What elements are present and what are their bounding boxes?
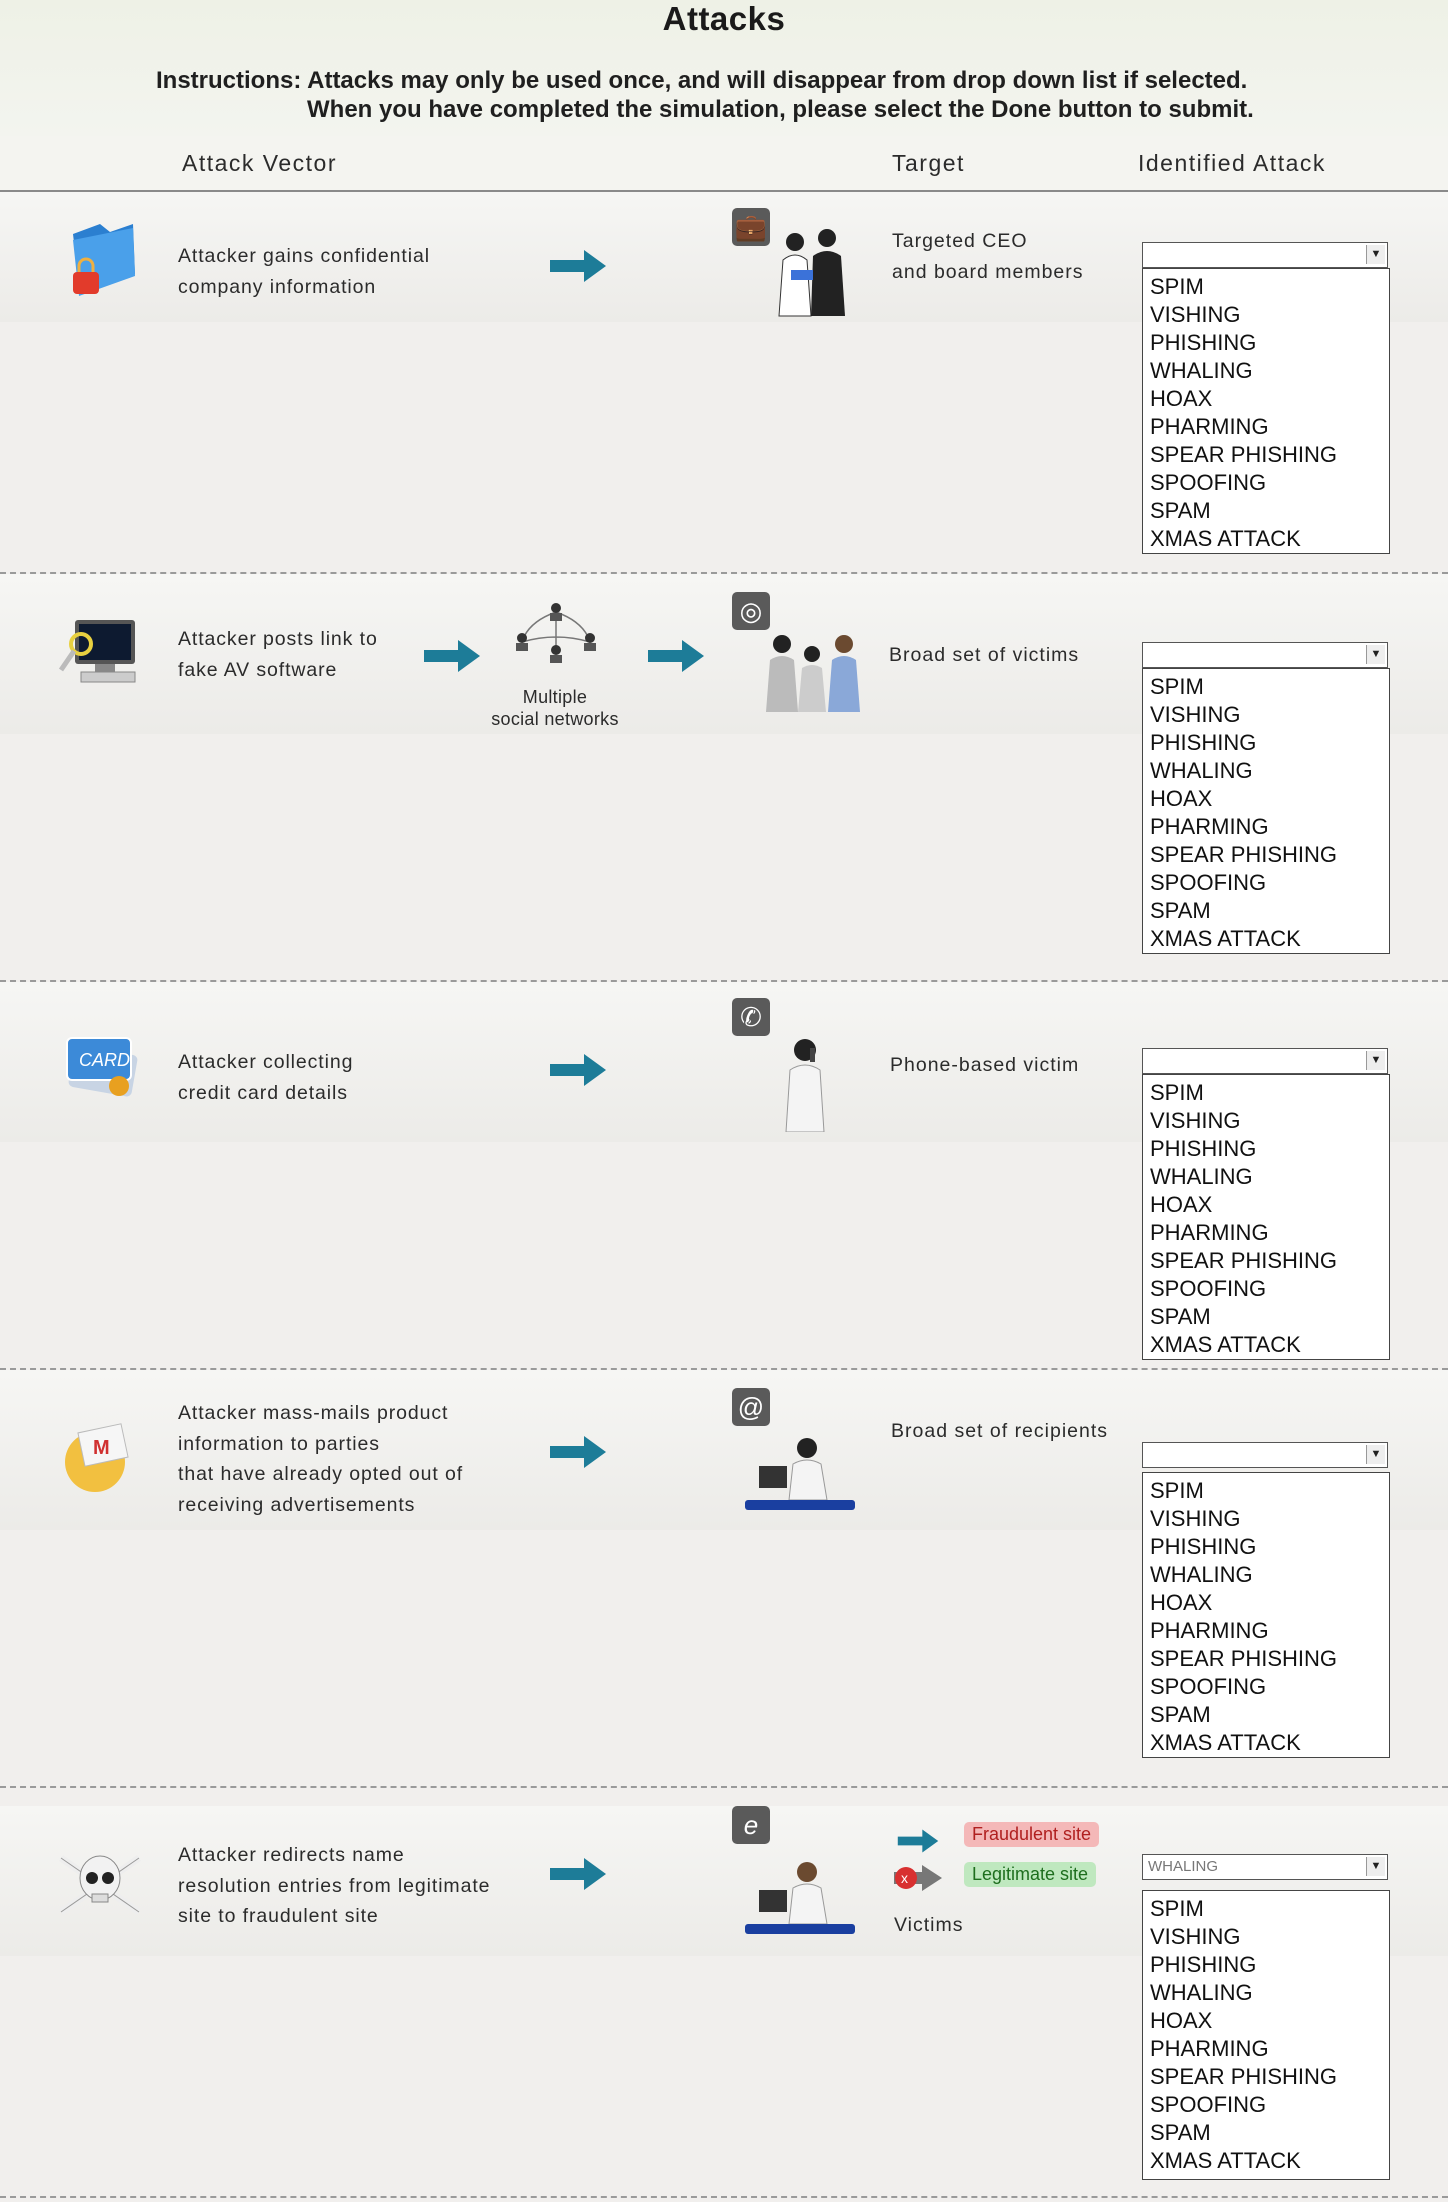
column-header-identified: Identified Attack — [1138, 150, 1326, 176]
attack-row-4 — [0, 1370, 1448, 1788]
attack-option[interactable]: SPOOFING — [1150, 1276, 1267, 1301]
attack-option[interactable]: XMAS ATTACK — [1150, 526, 1301, 551]
at-sign-icon: @ — [732, 1388, 770, 1426]
attack-option[interactable]: SPAM — [1150, 1702, 1211, 1727]
target-line: Phone-based victim — [890, 1054, 1080, 1076]
globe-icon: ◎ — [732, 592, 770, 630]
attack-option[interactable]: SPOOFING — [1150, 870, 1267, 895]
vector-line: Attacker gains confidential — [178, 245, 430, 267]
page-title: Attacks — [662, 0, 786, 37]
chevron-down-icon[interactable]: ▼ — [1366, 245, 1385, 264]
attack-options-1[interactable] — [1142, 268, 1390, 554]
arrow-icon — [646, 638, 706, 674]
chevron-down-icon[interactable]: ▼ — [1366, 1857, 1385, 1876]
target-line: Broad set of victims — [889, 644, 1080, 666]
attack-options-3[interactable] — [1142, 1074, 1390, 1360]
victims-label — [894, 1910, 963, 1941]
vector-text — [178, 1398, 463, 1520]
column-header-vector: Attack Vector — [182, 150, 338, 176]
attack-option[interactable]: SPIM — [1150, 1080, 1204, 1105]
vector-line: resolution entries from legitimate — [178, 1874, 491, 1897]
arrow-icon — [892, 1828, 944, 1854]
arrow-icon — [548, 1052, 608, 1088]
vector-line: Attacker posts link to — [178, 628, 378, 650]
computer-magnifier-icon — [55, 612, 145, 702]
vector-line: Attacker redirects name — [178, 1844, 405, 1866]
victim-computer-icon — [745, 1860, 855, 1944]
attack-option[interactable]: HOAX — [1150, 1590, 1213, 1615]
attack-option[interactable]: SPIM — [1150, 1896, 1204, 1921]
credit-card-icon — [55, 1016, 145, 1106]
attack-option[interactable]: SPIM — [1150, 1478, 1204, 1503]
attack-option[interactable]: WHALING — [1150, 358, 1253, 383]
attack-option[interactable]: HOAX — [1150, 786, 1213, 811]
attack-option[interactable]: SPEAR PHISHING — [1150, 442, 1338, 467]
attack-options-2[interactable] — [1142, 668, 1390, 954]
vector-line: Attacker mass-mails product — [178, 1402, 449, 1424]
attack-options-4[interactable] — [1142, 1472, 1390, 1758]
attack-option[interactable]: SPAM — [1150, 2120, 1211, 2145]
attack-row-2 — [0, 574, 1448, 982]
attack-option[interactable]: PHISHING — [1150, 330, 1257, 355]
attack-select-2[interactable] — [1142, 642, 1388, 668]
vector-line: credit card details — [178, 1081, 348, 1104]
attack-options-5[interactable] — [1142, 1890, 1390, 2180]
select-value: WHALING — [1148, 1858, 1219, 1875]
attack-select-1[interactable] — [1142, 242, 1388, 268]
column-headers — [0, 136, 1448, 192]
attack-row-3 — [0, 982, 1448, 1370]
attack-option[interactable]: XMAS ATTACK — [1150, 926, 1301, 951]
chevron-down-icon[interactable]: ▼ — [1366, 1445, 1385, 1464]
mail-envelope-icon — [55, 1410, 145, 1500]
recipient-icon — [745, 1436, 855, 1520]
attack-option[interactable]: VISHING — [1150, 1108, 1241, 1133]
attack-option[interactable]: SPEAR PHISHING — [1150, 1248, 1338, 1273]
instructions-line-1: Instructions: Attacks may only be used once, and will disappear from drop down list if selected. — [156, 67, 1248, 94]
vector-text — [178, 1047, 353, 1108]
arrow-icon — [548, 1434, 608, 1470]
attack-option[interactable]: PHISHING — [1150, 1136, 1257, 1161]
blocked-arrow-icon — [892, 1864, 944, 1892]
target-line: and board members — [892, 260, 1084, 283]
attack-option[interactable]: SPIM — [1150, 674, 1204, 699]
phone-victim-icon — [780, 1036, 830, 1132]
attack-option[interactable]: SPIM — [1150, 274, 1204, 299]
header — [0, 0, 1448, 138]
chevron-down-icon[interactable]: ▼ — [1366, 645, 1385, 664]
attack-option[interactable]: VISHING — [1150, 1506, 1241, 1531]
middle-line: social networks — [491, 709, 619, 729]
attack-select-5[interactable] — [1142, 1854, 1388, 1880]
attack-option[interactable]: PHARMING — [1150, 2036, 1269, 2061]
arrow-icon — [548, 1856, 608, 1892]
svg-text:M: M — [93, 1437, 110, 1459]
attack-option[interactable]: WHALING — [1150, 1164, 1253, 1189]
executives-icon — [765, 226, 855, 318]
attack-option[interactable]: PHISHING — [1150, 1534, 1257, 1559]
attack-row-1 — [0, 192, 1448, 574]
vector-text — [178, 1840, 490, 1932]
attack-option[interactable]: XMAS ATTACK — [1150, 1730, 1301, 1755]
skull-crossbones-icon — [55, 1838, 145, 1928]
attack-option[interactable]: HOAX — [1150, 1192, 1213, 1217]
instructions-line-2: When you have completed the simulation, please select the Done button to submit. — [307, 96, 1254, 123]
svg-text:x: x — [901, 1870, 908, 1886]
target-line: Targeted CEO — [892, 230, 1028, 252]
attack-option[interactable]: SPEAR PHISHING — [1150, 842, 1338, 867]
attack-option[interactable]: PHISHING — [1150, 1952, 1257, 1977]
attack-option[interactable]: PHARMING — [1150, 414, 1269, 439]
vector-text — [178, 241, 430, 302]
attack-option[interactable]: SPAM — [1150, 898, 1211, 923]
attack-option[interactable]: VISHING — [1150, 302, 1241, 327]
fraudulent-site-label: Fraudulent site — [964, 1822, 1099, 1847]
attack-option[interactable]: XMAS ATTACK — [1150, 1332, 1301, 1357]
vector-line: site to fraudulent site — [178, 1905, 379, 1927]
folder-lock-icon — [55, 214, 145, 304]
target-text — [889, 640, 1079, 671]
briefcase-icon: 💼 — [732, 208, 770, 246]
target-text — [892, 226, 1084, 287]
attack-option[interactable]: VISHING — [1150, 1924, 1241, 1949]
attack-option[interactable]: SPAM — [1150, 1304, 1211, 1329]
vector-line: company information — [178, 275, 377, 298]
attack-option[interactable]: SPEAR PHISHING — [1150, 1646, 1338, 1671]
attack-option[interactable]: WHALING — [1150, 1562, 1253, 1587]
attack-option[interactable]: SPAM — [1150, 498, 1211, 523]
target-text — [890, 1050, 1079, 1081]
attack-option[interactable]: WHALING — [1150, 1980, 1253, 2005]
middle-line: Multiple — [522, 687, 588, 707]
attack-option[interactable]: PHARMING — [1150, 1220, 1269, 1245]
victims-icon — [760, 632, 870, 712]
attack-row-5 — [0, 1788, 1448, 2198]
attack-option[interactable]: VISHING — [1150, 702, 1241, 727]
middle-text — [480, 686, 630, 730]
attack-option[interactable]: WHALING — [1150, 758, 1253, 783]
attack-option[interactable]: SPOOFING — [1150, 1674, 1267, 1699]
attack-option[interactable]: PHISHING — [1150, 730, 1257, 755]
vector-line: receiving advertisements — [178, 1493, 416, 1516]
attack-option[interactable]: XMAS ATTACK — [1150, 2148, 1301, 2173]
column-header-target: Target — [892, 150, 965, 176]
vector-line: information to parties — [178, 1432, 380, 1455]
target-line: Broad set of recipients — [891, 1420, 1109, 1442]
attack-option[interactable]: HOAX — [1150, 2008, 1213, 2033]
e-icon: e — [732, 1806, 770, 1844]
arrow-icon — [422, 638, 482, 674]
attack-select-4[interactable] — [1142, 1442, 1388, 1468]
attack-option[interactable]: PHARMING — [1150, 814, 1269, 839]
attack-option[interactable]: HOAX — [1150, 386, 1213, 411]
attack-option[interactable]: SPOOFING — [1150, 2092, 1267, 2117]
phone-icon: ✆ — [732, 998, 770, 1036]
attack-option[interactable]: SPOOFING — [1150, 470, 1267, 495]
attack-select-3[interactable] — [1142, 1048, 1388, 1074]
vector-text — [178, 624, 378, 685]
attack-option[interactable]: PHARMING — [1150, 1618, 1269, 1643]
target-text — [891, 1416, 1108, 1447]
vector-line: fake AV software — [178, 658, 338, 681]
chevron-down-icon[interactable]: ▼ — [1366, 1051, 1385, 1070]
legitimate-site-label: Legitimate site — [964, 1862, 1096, 1887]
arrow-icon — [548, 248, 608, 284]
vector-line: that have already opted out of — [178, 1463, 464, 1485]
card-text: CARD — [79, 1050, 131, 1070]
victims-text: Victims — [894, 1914, 964, 1936]
attack-option[interactable]: SPEAR PHISHING — [1150, 2064, 1338, 2089]
social-network-icon — [508, 602, 604, 664]
vector-line: Attacker collecting — [178, 1051, 354, 1073]
